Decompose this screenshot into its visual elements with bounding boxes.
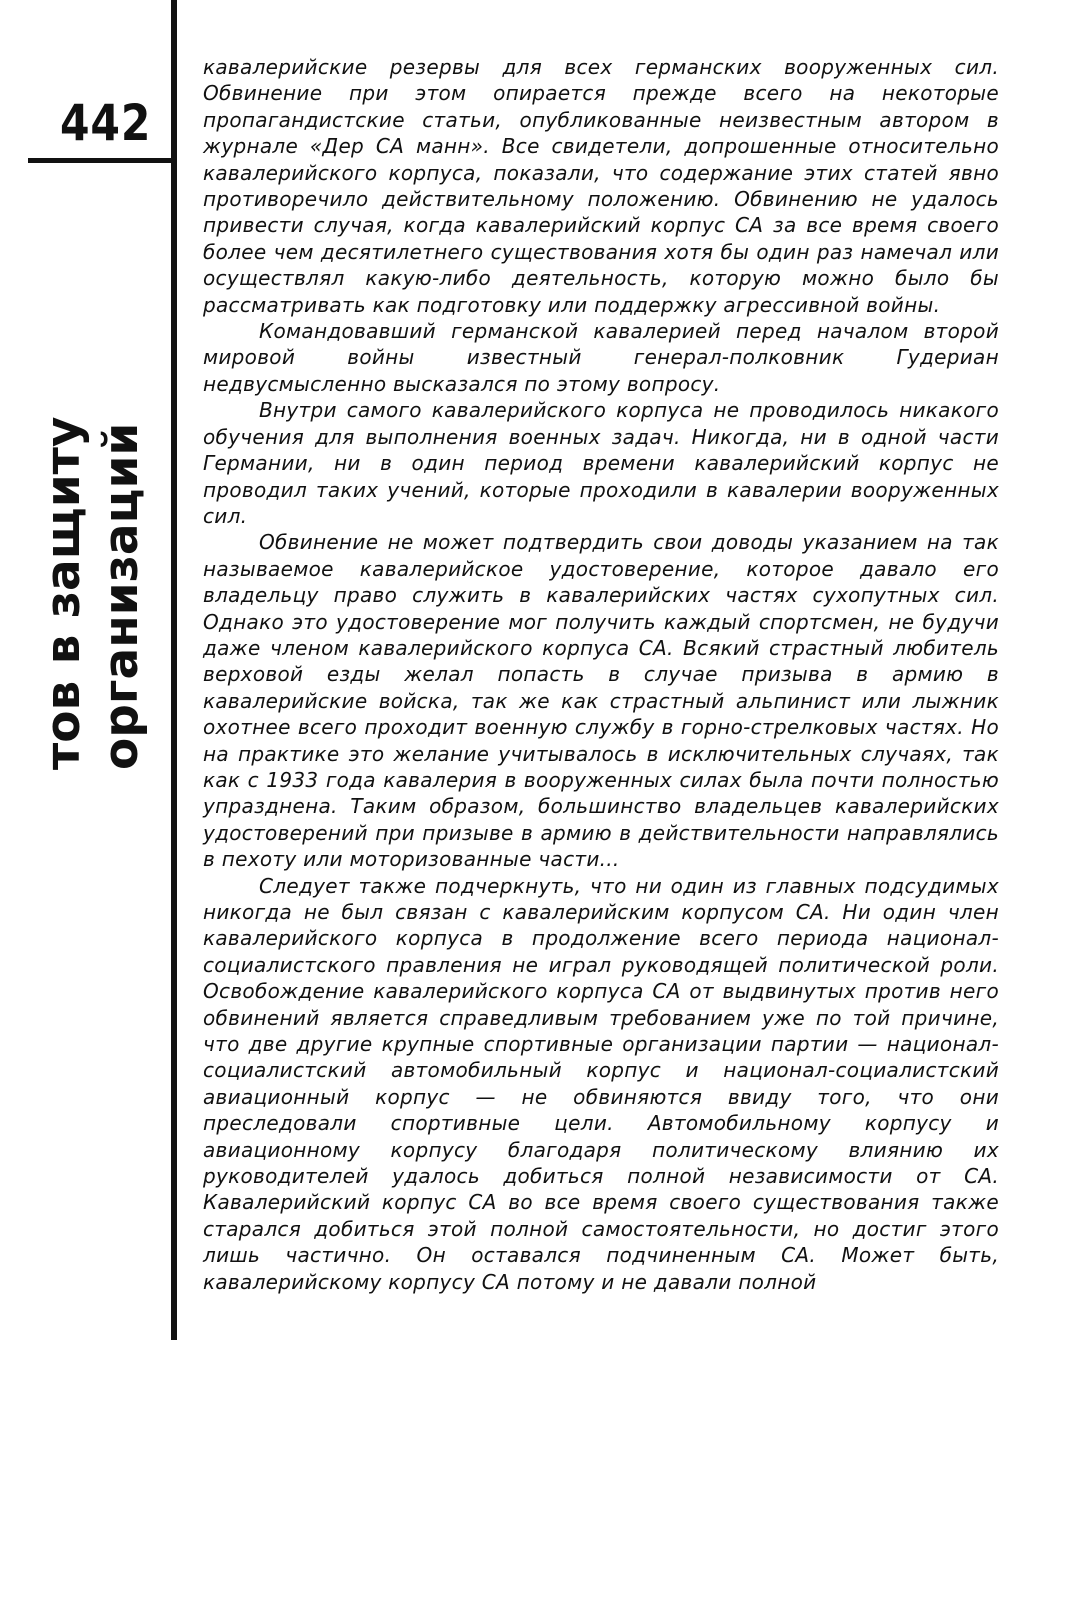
running-head-line-2: организаций [94, 422, 149, 770]
paragraph: Обвинение не может подтвердить свои доводы указанием на так называемое кавалерийское удостоверение, которое давало его владельцу право служить в кавалерийских частях сухопутных сил. Однако это удостоверение мог получить каждый спортсмен, не будучи даже членом кавалерийского корпуса СА. Всякий страстный любитель верховой езды желал попасть в случае призыва в армию в кавалерийские войска, так же как страстный альпинист или лыжник охотнее всего проходит военную службу в горно-стрелковых частях. Но на практике это желание учитывалось в исключительных случаях, так как с 1933 года кавалерия в вооруженных силах была почти полностью упразднена. Таким образом, большинство владельцев кавалерийских удостоверений при призыве в армию в действительности направлялись в пехоту или моторизованные части... [203, 530, 999, 872]
body-text [203, 54, 999, 1295]
paragraph: Следует также подчеркнуть, что ни один из главных подсудимых никогда не был связан с кавалерийским корпусом СА. Ни один член кавалерийского корпуса в продолжение всего периода национал-социалистского правления не играл руководящей политической роли. Освобождение кавалерийского корпуса СА от выдвинутых против него обвинений является справедливым требованием уже по той причине, что две другие крупные спортивные организации партии — национал-социалистский автомобильный корпус и национал-социалистский авиационный корпус — не обвиняются ввиду того, что они преследовали спортивные цели. Автомобильному корпусу и авиационному корпусу благодаря политическому влиянию их руководителей удалось добиться полной независимости от СА. Кавалерийский корпус СА во все время своего существования также старался добиться этой полной самостоятельности, но достиг этого лишь частично. Он оставался подчиненным СА. Может быть, кавалерийскому корпусу СА потому и не давали полной [203, 873, 999, 1294]
running-head-line-1: тов в защиту [36, 416, 91, 770]
paragraph: Командовавший германской кавалерией перед началом второй мировой войны известный генерал-полковник Гудериан недвусмысленно высказался по этому вопросу. [203, 319, 999, 396]
header-rule [28, 158, 176, 163]
paragraph: кавалерийские резервы для всех германских вооруженных сил. Обвинение при этом опирается прежде всего на некоторые пропагандистские статьи, опубликованные неизвестным автором в журнале «Дер СА манн». Все свидетели, допрошенные относительно кавалерийского корпуса, показали, что содержание этих статей явно противоречило действительному положению. Обвинению не удалось привести случая, когда кавалерийский корпус СА за все время своего более чем десятилетнего существования хотя бы один раз намечал или осуществлял какую-либо деятельность, которую можно было бы рассматривать как подготовку или поддержку агрессивной войны. [203, 55, 999, 317]
page-number: 442 [60, 94, 152, 152]
margin-rule [171, 0, 177, 1340]
paragraph: Внутри самого кавалерийского корпуса не проводилось никакого обучения для выполнения военных задач. Никогда, ни в одной части Германии, ни в один период времени кавалерийский корпус не проводил таких учений, которые проходили в кавалерии вооруженных сил. [203, 398, 999, 528]
